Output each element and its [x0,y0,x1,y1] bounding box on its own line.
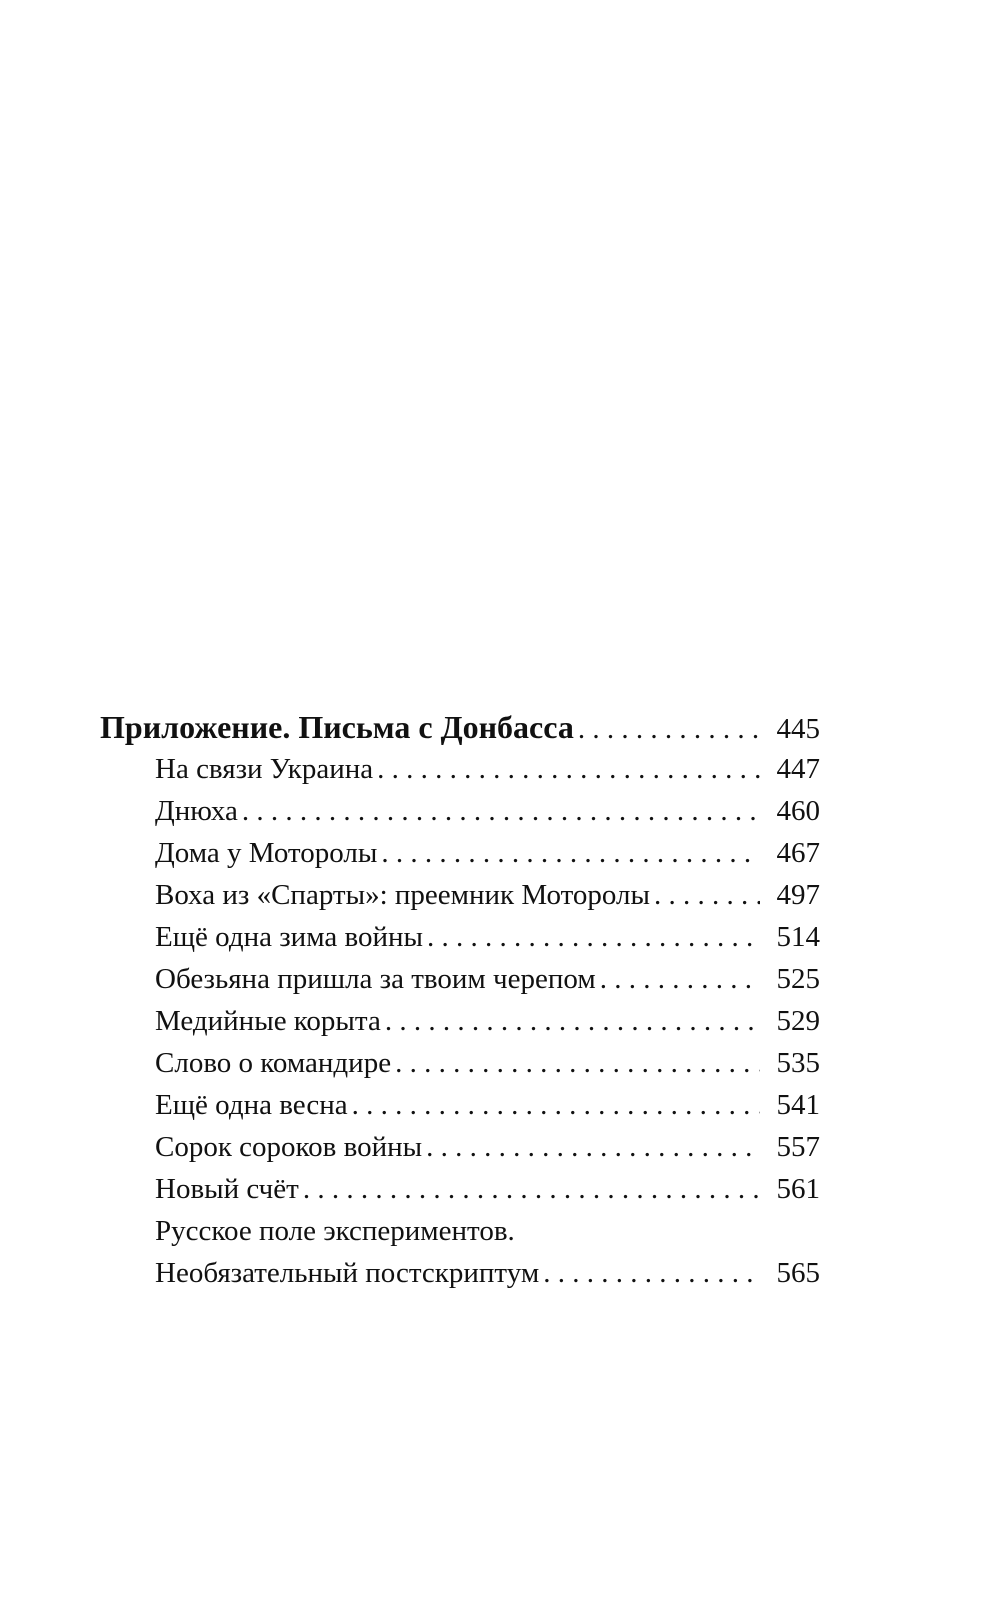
toc-entry [100,1042,820,1084]
toc-entry-page: 460 [776,795,820,827]
toc-entry-page: 525 [776,963,820,995]
toc-entry-title: Ещё одна зима войны [155,921,423,953]
toc-entry [100,1210,820,1252]
toc-entry-title: Русское поле экспериментов. [155,1215,515,1247]
toc-entry-title: Обезьяна пришла за твоим черепом [155,963,596,995]
dot-leader [654,874,760,916]
toc-heading-title: Приложение. Письма с Донбасса [100,709,574,745]
toc-entry-page: 541 [776,1089,820,1121]
toc-entry-title: Новый счёт [155,1173,299,1205]
toc-entry-page: 447 [776,753,820,785]
toc-entry [100,916,820,958]
toc-entry [100,958,820,1000]
toc-entry-page: 529 [776,1005,820,1037]
dot-leader [303,1168,760,1210]
toc-entry-title: Воха из «Спарты»: преемник Моторолы [155,879,650,911]
toc-entry [100,1000,820,1042]
dot-leader [385,1000,760,1042]
toc-entry-title: Медийные корыта [155,1005,381,1037]
toc-entry [100,748,820,790]
toc-entry [100,874,820,916]
toc-entry [100,790,820,832]
toc-entry-title: Днюха [155,795,238,827]
dot-leader [381,832,760,874]
dot-leader [242,790,760,832]
toc-entry [100,1126,820,1168]
dot-leader [377,748,760,790]
toc-heading-page: 445 [776,713,820,745]
dot-leader [352,1084,760,1126]
toc-entry-title: Дома у Моторолы [155,837,378,869]
toc-entry-title: Сорок сороков войны [155,1131,423,1163]
table-of-contents [100,706,820,1294]
dot-leader [600,958,760,1000]
toc-entry-page: 514 [776,921,820,953]
toc-entry-page: 467 [776,837,820,869]
toc-entry-page: 535 [776,1047,820,1079]
toc-entry-title: Необязательный постскриптум [155,1257,540,1289]
toc-entry [100,1168,820,1210]
dot-leader [395,1042,760,1084]
dot-leader [543,1252,760,1294]
toc-entry [100,832,820,874]
toc-entry-page: 561 [776,1173,820,1205]
toc-heading [100,706,820,748]
toc-entry-title: На связи Украина [155,753,374,785]
toc-entry-page: 497 [776,879,820,911]
toc-entry-title: Слово о командире [155,1047,392,1079]
dot-leader [427,916,760,958]
dot-leader [426,1126,760,1168]
dot-leader [578,708,760,750]
toc-entry [100,1084,820,1126]
toc-entry [100,1252,820,1294]
toc-entry-page: 565 [776,1257,820,1289]
toc-entry-title: Ещё одна весна [155,1089,348,1121]
toc-entry-page: 557 [776,1131,820,1163]
